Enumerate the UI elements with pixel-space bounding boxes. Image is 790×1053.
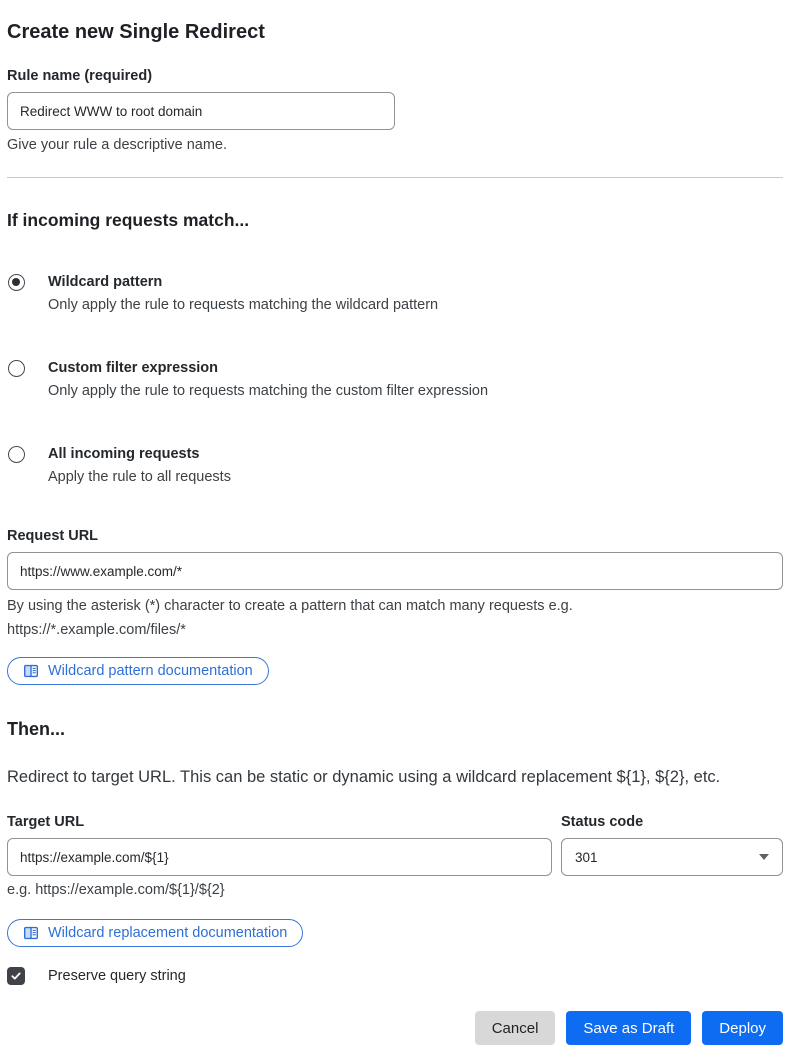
rule-name-label: Rule name (required) (7, 68, 153, 85)
section-divider (7, 177, 783, 178)
preserve-query-checkbox-row[interactable] (7, 967, 783, 985)
checkbox-checked-icon[interactable] (7, 967, 25, 985)
target-url-help: e.g. https://example.com/${1}/${2} (7, 882, 225, 899)
rule-name-help: Give your rule a descriptive name. (7, 137, 228, 154)
radio-option-label: Wildcard pattern (48, 274, 163, 291)
preserve-query-label: Preserve query string (48, 968, 186, 985)
target-url-label: Target URL (7, 814, 85, 831)
target-url-status-row (7, 788, 783, 899)
save-as-draft-button[interactable]: Save as Draft (566, 1011, 691, 1045)
page-title: Create new Single Redirect (7, 21, 265, 44)
deploy-button[interactable]: Deploy (702, 1011, 783, 1045)
request-url-help-line1: By using the asterisk (*) character to create a pattern that can match many requests e.g. (7, 598, 573, 615)
rule-name-input[interactable] (7, 92, 395, 130)
radio-option-description: Apply the rule to all requests (48, 469, 231, 486)
target-url-input[interactable] (7, 838, 552, 876)
doc-button-label: Wildcard replacement documentation (48, 925, 288, 942)
then-description: Redirect to target URL. This can be static or dynamic using a wildcard replacement ${1}, ${2}, etc. (7, 768, 721, 787)
radio-option-label: Custom filter expression (48, 360, 219, 377)
radio-option-label: All incoming requests (48, 446, 200, 463)
radio-option-custom-filter[interactable] (7, 359, 783, 400)
radio-unselected-icon[interactable] (8, 360, 25, 377)
wildcard-pattern-doc-button[interactable] (7, 657, 269, 685)
radio-option-wildcard-pattern[interactable] (7, 273, 783, 314)
wildcard-replacement-doc-button[interactable] (7, 919, 303, 947)
doc-button-label: Wildcard pattern documentation (48, 663, 253, 680)
request-url-help (7, 594, 783, 642)
form-actions (7, 1011, 783, 1053)
status-code-select[interactable] (561, 838, 783, 876)
request-url-help-line2: https://*.example.com/files/* (7, 622, 186, 639)
match-section-heading: If incoming requests match... (7, 210, 250, 231)
request-url-label: Request URL (7, 528, 99, 545)
radio-unselected-icon[interactable] (8, 446, 25, 463)
book-icon (23, 663, 39, 679)
radio-option-description: Only apply the rule to requests matching the wildcard pattern (48, 297, 439, 314)
then-section-heading: Then... (7, 719, 65, 740)
status-code-label: Status code (561, 814, 644, 831)
radio-option-description: Only apply the rule to requests matching the custom filter expression (48, 383, 489, 400)
status-code-value: 301 (575, 849, 598, 865)
book-icon (23, 925, 39, 941)
chevron-down-icon (759, 854, 769, 860)
request-url-input[interactable] (7, 552, 783, 590)
radio-selected-icon[interactable] (8, 274, 25, 291)
cancel-button[interactable]: Cancel (475, 1011, 556, 1045)
radio-option-all-requests[interactable] (7, 445, 783, 486)
